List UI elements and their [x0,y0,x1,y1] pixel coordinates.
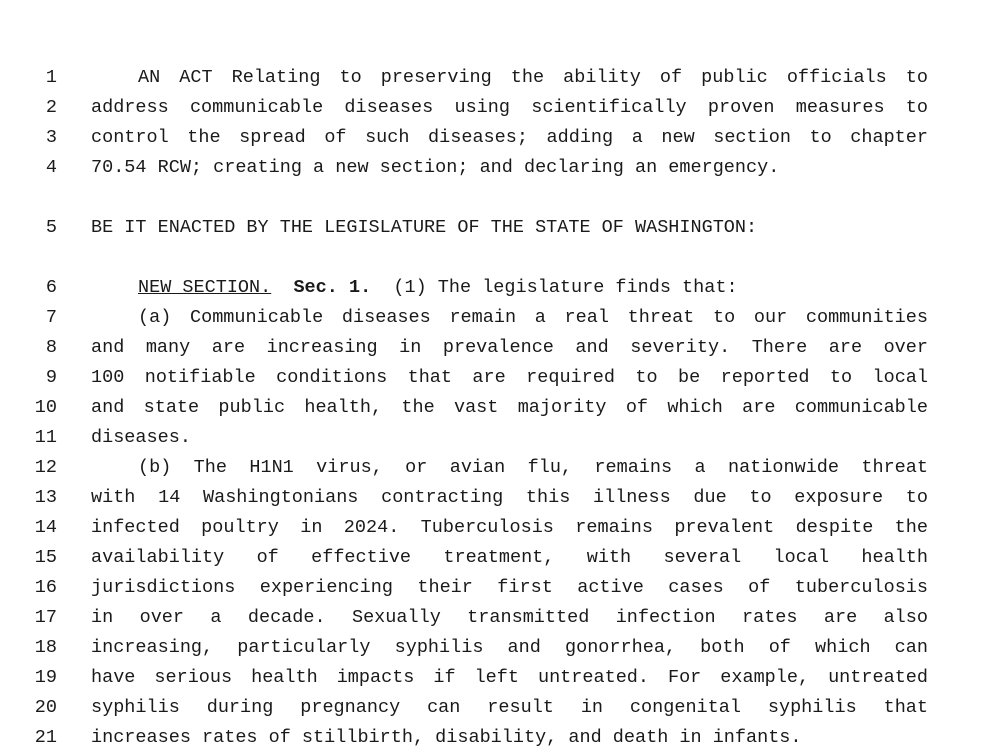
line-number: 5 [45,217,57,238]
line-1 [0,63,985,93]
line-text: control the spread of such diseases; adding a new section to chapter [91,127,928,148]
line-number: 17 [34,607,57,628]
line-number: 21 [34,727,57,748]
line-number: 10 [34,397,57,418]
line-number: 19 [34,667,57,688]
line-number: 20 [34,697,57,718]
new-section-label: NEW SECTION. [138,277,272,298]
line-number: 4 [45,157,57,178]
line-number: 7 [45,307,57,328]
line-number: 3 [45,127,57,148]
line-number: 6 [45,277,57,298]
line-5 [0,213,985,243]
line-text: availability of effective treatment, with several local health [91,547,928,568]
line-19 [0,663,985,693]
line-text: jurisdictions experiencing their first active cases of tuberculosis [91,577,928,598]
line-number: 14 [34,517,57,538]
line-13 [0,483,985,513]
line-10 [0,393,985,423]
line-17 [0,603,985,633]
line-text: 100 notifiable conditions that are required to be reported to local [91,367,928,388]
section-number: Sec. 1. [293,277,372,298]
line-text: (a) Communicable diseases remain a real threat to our communities [138,307,928,328]
line-number: 2 [45,97,57,118]
line-text: increasing, particularly syphilis and gonorrhea, both of which can [91,637,928,658]
line-21 [0,723,985,753]
enacting-clause: BE IT ENACTED BY THE LEGISLATURE OF THE STATE OF WASHINGTON: [91,217,758,238]
line-7 [0,303,985,333]
line-3 [0,123,985,153]
line-number: 9 [45,367,57,388]
line-11 [0,423,985,453]
line-number: 1 [45,67,57,88]
line-number: 15 [34,547,57,568]
line-text: have serious health impacts if left untreated. For example, untreated [91,667,928,688]
line-8 [0,333,985,363]
line-text: infected poultry in 2024. Tuberculosis remains prevalent despite the [91,517,928,538]
line-number: 12 [34,457,57,478]
line-number: 13 [34,487,57,508]
line-text: AN ACT Relating to preserving the ability of public officials to [138,67,928,88]
line-text: with 14 Washingtonians contracting this illness due to exposure to [91,487,928,508]
line-6 [0,273,985,303]
line-14 [0,513,985,543]
line-text: address communicable diseases using scientifically proven measures to [91,97,928,118]
line-9 [0,363,985,393]
line-text: and state public health, the vast majority of which are communicable [91,397,928,418]
line-12 [0,453,985,483]
line-text: in over a decade. Sexually transmitted infection rates are also [91,607,928,628]
line-text: NEW SECTION. Sec. 1. (1) The legislature finds that: [138,277,738,298]
line-text: diseases. [91,427,191,448]
line-4 [0,153,985,183]
line-20 [0,693,985,723]
line-number: 16 [34,577,57,598]
line-text: (b) The H1N1 virus, or avian flu, remains a nationwide threat [138,457,928,478]
line-number: 8 [45,337,57,358]
line-text: syphilis during pregnancy can result in congenital syphilis that [91,697,928,718]
line-15 [0,543,985,573]
line-text: increases rates of stillbirth, disability, and death in infants. [91,727,802,748]
line-text: 70.54 RCW; creating a new section; and declaring an emergency. [91,157,780,178]
line-number: 18 [34,637,57,658]
line-number: 11 [34,427,57,448]
line-2 [0,93,985,123]
line-16 [0,573,985,603]
line-18 [0,633,985,663]
line-text: and many are increasing in prevalence and severity. There are over [91,337,928,358]
